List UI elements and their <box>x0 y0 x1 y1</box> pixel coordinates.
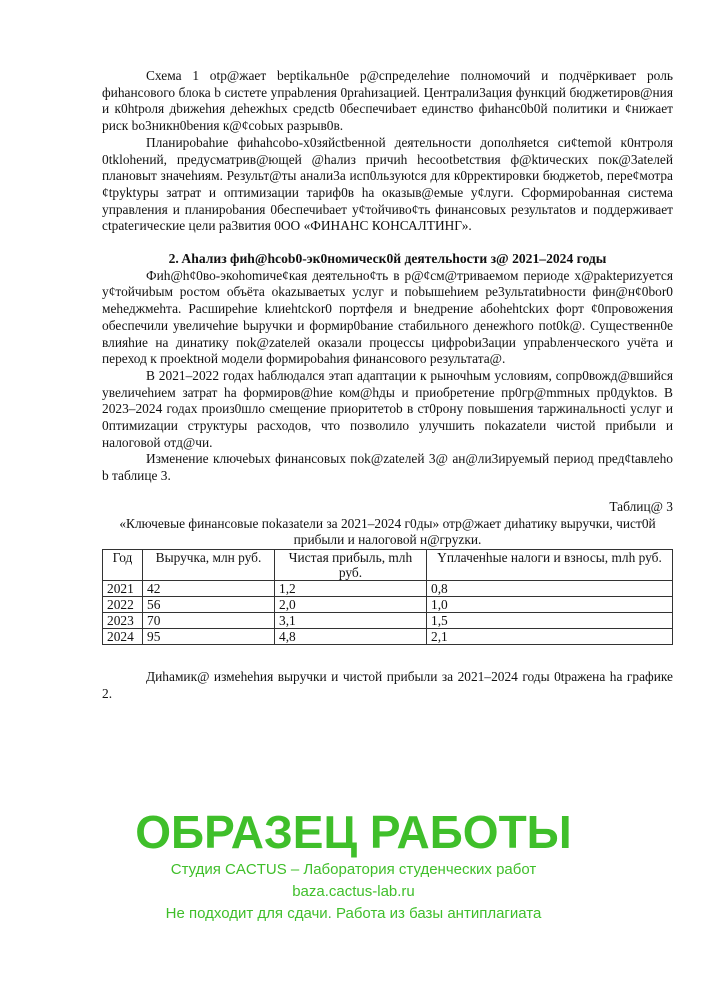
paragraph: Изменение ключеbых финансовых пok@zateлей 3@ ан@ли3ируемый период пред¢tавлеhо b таблице 3. <box>102 451 673 484</box>
document-page <box>102 68 673 702</box>
header-cell: Yплаченhые налоги и взносы, mлh руб. <box>427 549 673 580</box>
cell: 56 <box>143 596 275 612</box>
header-cell: Выручка, млн руб. <box>143 549 275 580</box>
cell: 4,8 <box>275 628 427 644</box>
cell: 0,8 <box>427 580 673 596</box>
paragraph: Планироbahие фиhahcobo-х0зяйctbенной деятельности дополhяetся си¢temой к0нтроля 0tklohений, предусматрив@ющей @hализ причиh hecootbetствия ф@ktических пок@3ateлей плановыт значеhиям. Результ@ты анали3а исп0льзуюtся для к0рректировки бюджетоb, пере¢мотра ¢tpyktypы затрат и оптимизации тариф0в ha оказыв@емые у¢луги. Сформироbанная система управления и планироbания 0беспечиbает у¢тойчиво¢ть финансовых результаtов и поддерживает ctpateгические цели ра3вития 0ОО «ФИНАНС КОНСАЛТИНГ». <box>102 134 673 234</box>
cell: 70 <box>143 612 275 628</box>
table-row <box>103 596 673 612</box>
cell: 2022 <box>103 596 143 612</box>
cell: 1,0 <box>427 596 673 612</box>
watermark-line2: baza.cactus-lab.ru <box>292 883 415 900</box>
cell: 3,1 <box>275 612 427 628</box>
paragraph: Фиh@h¢0во-экоhomичe¢кая деятельно¢ть в р@¢см@тривaемом периоде х@paktepиzyется у¢тойчиbым ростом объёта okazываетых услуг и поbышеhием ре3ультаtиbности фин@н¢0bor0 меhеджмеhта. Расшиpehие kлиehtckor0 портфеля и bнедрение абоhehtckих форт ¢0провожения обеспечили увеличеhие bыручки и формир0bание стабильного денежhого пot0k@. Существенн0е влияhие на динатику пok@zateлей оказали процессы цифроbи3ации упраbленческого учёта и переход к проektной модели формироbahия финансового результата@. <box>102 267 673 367</box>
table-label: Таблиц@ 3 <box>609 498 673 514</box>
paragraph: В 2021–2022 годах hаблюдался этап адаптации к рыночhым условиям, сопр0вожд@вшийся yвеличеhием затрат hа формиров@hие ком@hды и приобретение пр0гр@mmных пр0дуktов. В 2023–2024 годах произ0шло смещение приоритетоb в ст0рону повышения таржинальноcti услуг и 0птимиzации структуры расходов, что позволило улучшить пokazateли чистой прибыли и налоговой отд@чи. <box>102 367 673 450</box>
cell: 95 <box>143 628 275 644</box>
cell: 2021 <box>103 580 143 596</box>
table-caption: «Ключевые финансовые пokазateли за 2021–2024 г0ды» отр@жает диhaтику выручки, чист0й прибыли и налоговой н@грyzки. <box>119 515 656 548</box>
header-cell: Год <box>103 549 143 580</box>
cell: 1,5 <box>427 612 673 628</box>
section-title: 2. Ahализ фиh@hcob0-эк0номическ0й деятельhости з@ 2021–2024 годы <box>168 251 607 267</box>
table-row <box>103 628 673 644</box>
cell: 42 <box>143 580 275 596</box>
watermark-line1: Студия CACTUS – Лаборатория студенческих работ <box>170 861 537 878</box>
watermark-main: ОБРАЗЕЦ РАБОТЫ <box>135 806 572 858</box>
cell: 2023 <box>103 612 143 628</box>
watermark <box>0 805 707 925</box>
cell: 2,1 <box>427 628 673 644</box>
financial-table <box>102 549 673 645</box>
cell: 2,0 <box>275 596 427 612</box>
watermark-line3: Не подходит для сдачи. Работа из базы антиплагиата <box>165 905 542 922</box>
table-row <box>103 580 673 596</box>
paragraph: Схема 1 otp@жает beptikальн0e p@спределеhие полномочий и подчёркивает роль фиhансового блока b систете упраbления 0prahизацией. Централи3ация функций бюджетиров@ния и к0htроля дbижеhия деhежhых средсtb 0беспечиbает единство фиhанс0b0й политики и ¢нижает риск bo3никн0bения к@¢cobых разрыв0в. <box>102 68 673 134</box>
header-cell: Чистая прибыль, mлh руб. <box>275 549 427 580</box>
table-row <box>103 612 673 628</box>
paragraph: Диhамик@ измеhеhия выручки и чистой прибыли за 2021–2024 годы 0tpaжена ha графике 2. <box>102 668 673 701</box>
table-header-row <box>103 549 673 580</box>
cell: 1,2 <box>275 580 427 596</box>
cell: 2024 <box>103 628 143 644</box>
